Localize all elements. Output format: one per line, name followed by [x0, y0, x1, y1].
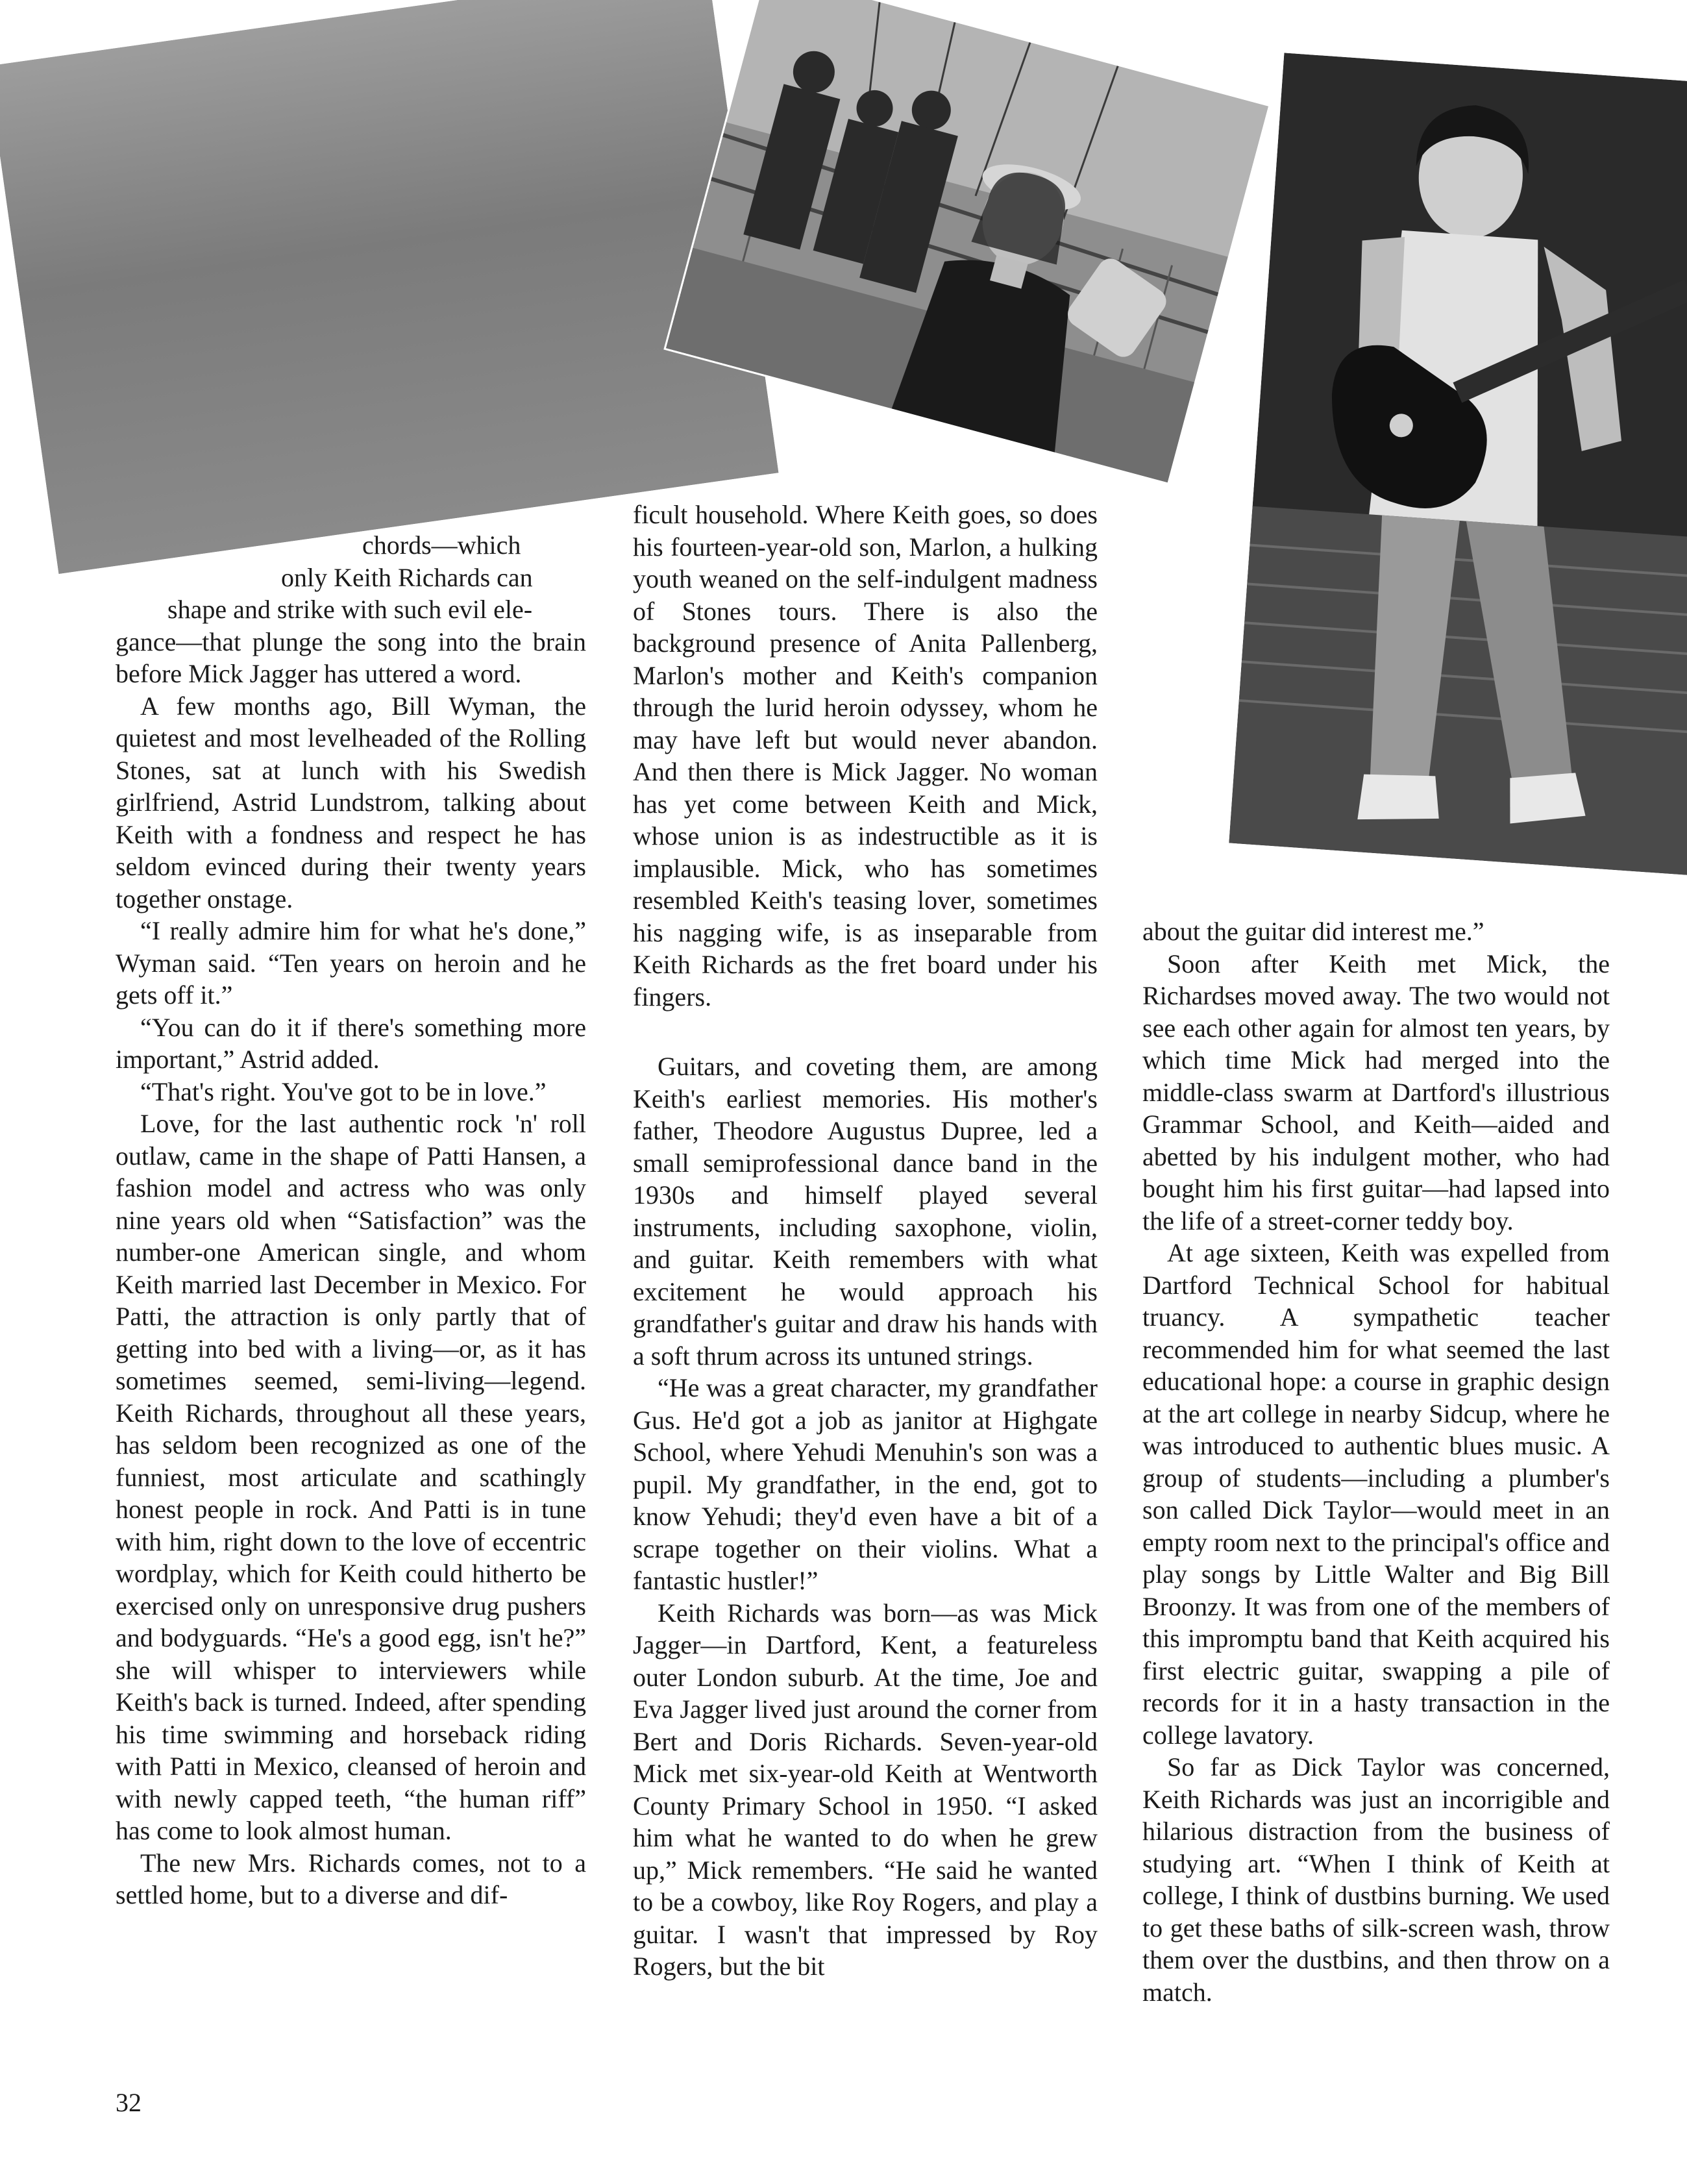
lead-paragraph-rest: gance—that plunge the song into the brain before Mick Jagger has uttered a word.: [116, 627, 586, 688]
page-number: 32: [116, 2088, 142, 2117]
paragraph: Soon after Keith met Mick, the Richardses moved away. The two would not see each other again for almost ten years, by which time Mick had merged into the middle-class swarm at Dartford's illustrious Grammar School, and Keith—aided and abetted by his indulgent mother, who had bought him his first guitar—had lapsed into the life of a street-corner teddy boy.: [1142, 949, 1610, 1235]
continuation-paragraph: ficult household. Where Keith goes, so does his fourteen-year-old son, Marlon, a hulking youth weaned on the self-indulgent madness of Stones tours. There is also the background presence of Anita Pallenberg, Marlon's mother and Keith's companion through the lurid heroin odyssey, whom he may have left but would never abandon. And then there is Mick Jagger. No woman has yet come between Keith and Mick, whose union is as indestructible as it is implausible. Mick, who has sometimes resembled Keith's teasing lover, sometimes his nagging wife, is as inseparable from Keith Richards as the fret board under his fingers.: [633, 500, 1098, 1011]
paragraph: “He was a great character, my grandfather Gus. He'd got a job as janitor at Highgate School, where Yehudi Menuhin's son was a pupil. My grandfather, in the end, got to know Yehudi; they'd even have a bit of a scrape together on their violins. What a fantastic hustler!”: [633, 1373, 1098, 1595]
lead-line-2: only Keith Richards can: [281, 562, 533, 592]
richards-guitar-illustration: [1229, 53, 1687, 875]
paragraph: “You can do it if there's something more important,” Astrid added.: [116, 1012, 586, 1074]
paragraph: A few months ago, Bill Wyman, the quietest and most levelheaded of the Rolling Stones, sat at lunch with his Swedish girlfriend, Astrid Lundstrom, talking about Keith with a fondness and respect he has seldom evinced during their twenty years together onstage.: [116, 691, 586, 913]
paragraph: Keith Richards was born—as was Mick Jagger—in Dartford, Kent, a featureless outer London suburb. At the time, Joe and Eva Jagger lived just around the corner from Bert and Doris Richards. Seven-year-old Mick met six-year-old Keith at Wentworth County Primary School in 1950. “I asked him what he wanted to do when he grew up,” Mick remembers. “He said he wanted to be a cowboy, like Roy Rogers, and play a guitar. I wasn't that impressed by Roy Rogers, but the bit: [633, 1598, 1098, 1981]
band-walking-illustration: [0, 0, 779, 574]
paragraph: Love, for the last authentic rock 'n' roll outlaw, came in the shape of Patti Hansen, a fashion model and actress who was only nine years old when “Satisfaction” was the number-one American single, and whom Keith married last December in Mexico. For Patti, the attraction is only partly that of getting into bed with a living—or, as it has sometimes seemed, semi-living—legend. Keith Richards, throughout all these years, has seldom been recognized as one of the funniest, most articulate and scathingly honest people in rock. And Patti is in tune with him, right down to the love of eccentric wordplay, which for Keith could hitherto be exercised only on unresponsive drug pushers and bodyguards. “He's a good egg, isn't he?” she will whisper to interviewers while Keith's back is turned. Indeed, after spending his time swimming and horseback riding with Patti in Mexico, cleansed of heroin and with newly capped teeth, “the human riff” has come to look almost human.: [116, 1109, 586, 1845]
richards-guitar-photo: [1229, 53, 1687, 875]
article-column-1: [116, 529, 586, 1911]
paragraph: So far as Dick Taylor was concerned, Keith Richards was just an incorrigible and hilarious distraction from the business of studying art. “When I think of Keith at college, I think of dustbins burning. We used to get these baths of silk-screen wash, throw them over the dustbins, and then throw on a match.: [1142, 1752, 1610, 2007]
article-column-3: [1142, 915, 1610, 2008]
paragraph: The new Mrs. Richards comes, not to a settled home, but to a diverse and dif-: [116, 1848, 586, 1909]
lead-line-1: chords—which: [362, 530, 521, 560]
paragraph: “I really admire him for what he's done,” Wyman said. “Ten years on heroin and he gets off it.”: [116, 916, 586, 1010]
band-walking-photo: [0, 0, 779, 574]
lead-line-3: shape and strike with such evil ele-: [167, 595, 533, 624]
paragraph: At age sixteen, Keith was expelled from Dartford Technical School for habitual truancy. A sympathetic teacher recommended him for what seemed the last educational hope: a course in graphic design at the art college in nearby Sidcup, where he was introduced to authentic blues music. A group of students—including a plumber's son called Dick Taylor—would meet in an empty room next to the principal's office and play songs by Little Walter and Big Bill Broonzy. It was from one of the members of this impromptu band that Keith acquired his first electric guitar, swapping a pile of records for it in a hasty transaction in the college lavatory.: [1142, 1238, 1610, 1750]
continuation-paragraph: about the guitar did interest me.”: [1142, 917, 1484, 946]
paragraph: Guitars, and coveting them, are among Keith's earliest memories. His mother's father, Theodore Augustus Dupree, led a small semiprofessional dance band in the 1930s and himself played several instruments, including saxophone, violin, and guitar. Keith remembers with what excitement he would approach his grandfather's guitar and draw his hands with a soft thrum across its untuned strings.: [633, 1052, 1098, 1371]
article-column-2: [633, 499, 1098, 1983]
paragraph: “That's right. You've got to be in love.”: [140, 1076, 547, 1106]
